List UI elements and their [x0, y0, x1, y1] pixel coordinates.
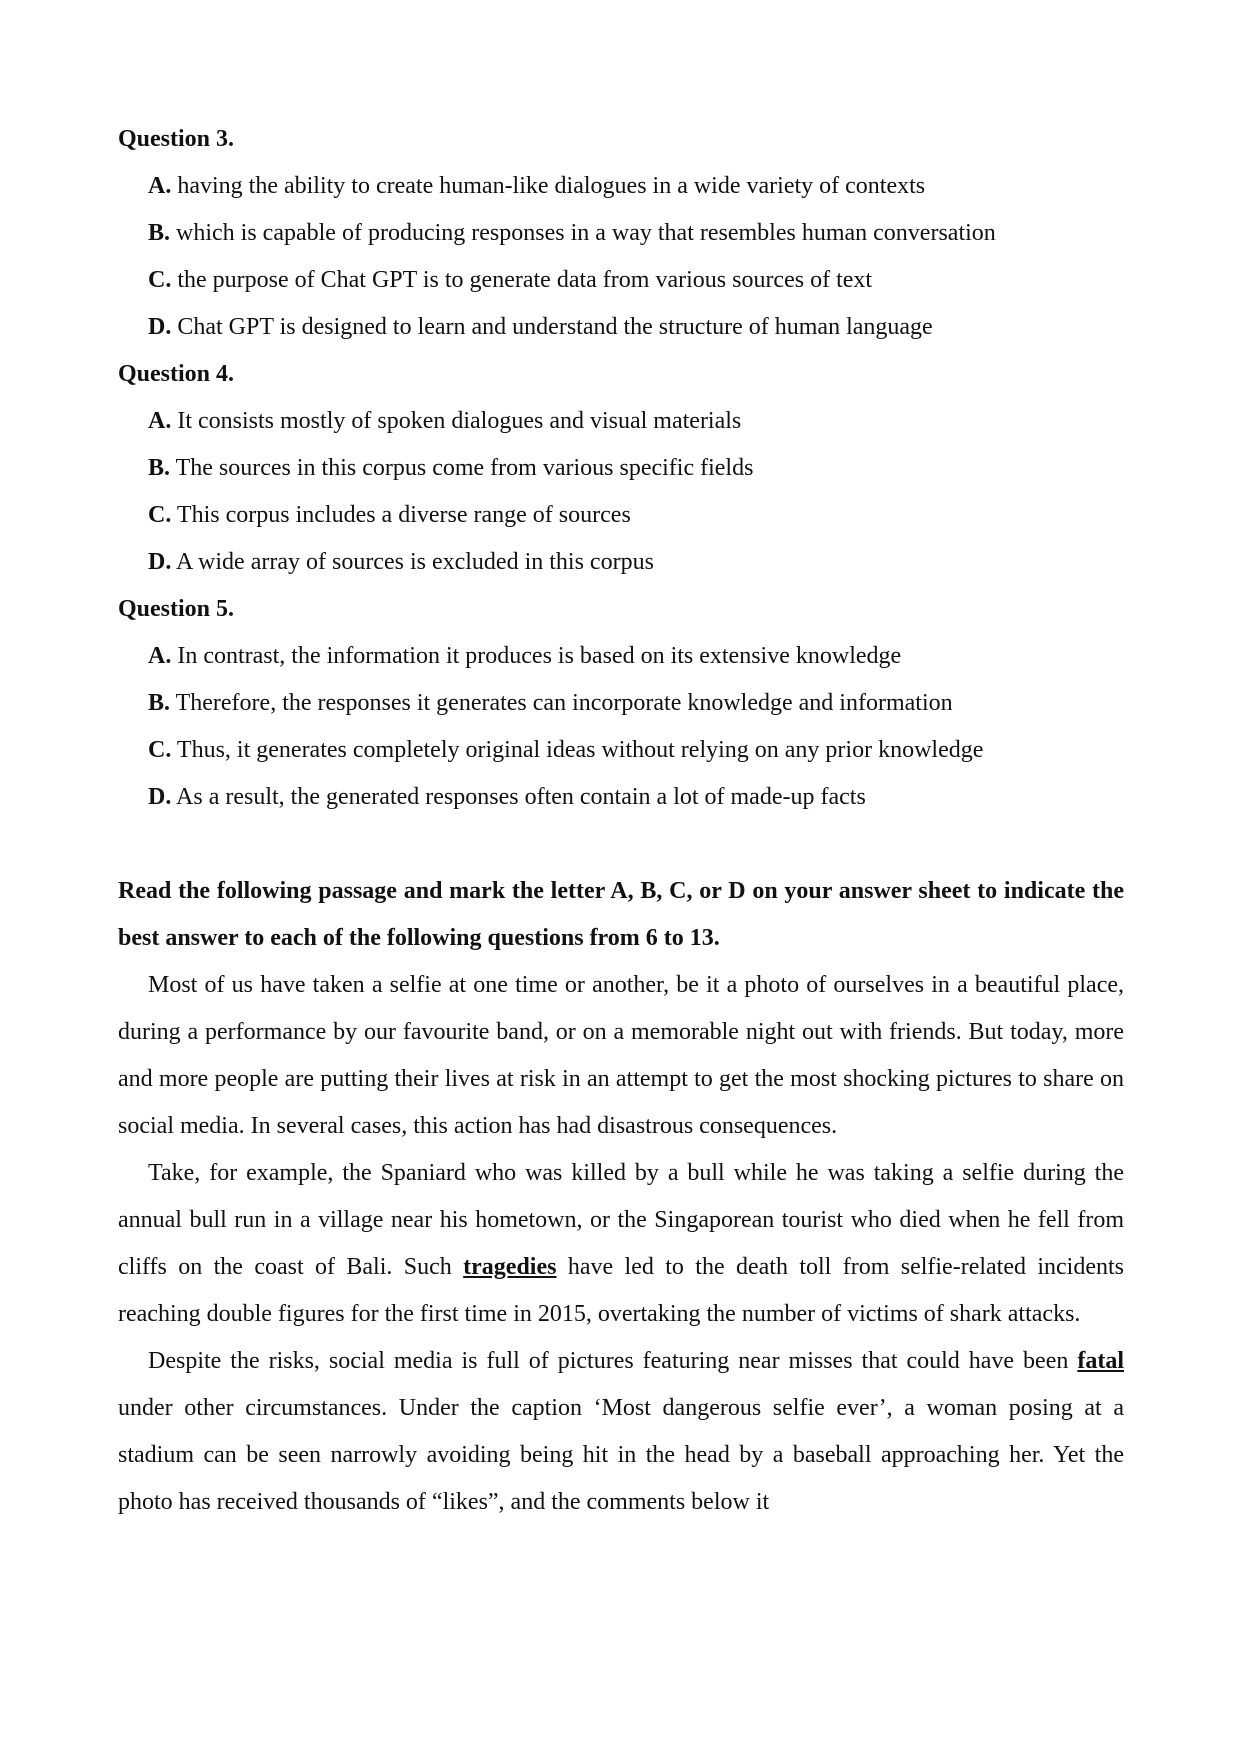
- question-3-option-d: [118, 304, 1124, 351]
- option-text: having the ability to create human-like dialogues in a wide variety of contexts: [177, 173, 926, 199]
- question-4-option-b: [118, 445, 1124, 492]
- option-letter: B.: [148, 455, 171, 481]
- option-letter: C.: [148, 737, 172, 763]
- option-letter: D.: [148, 784, 172, 810]
- question-3-heading: Question 3.: [118, 126, 235, 152]
- question-4-option-d: [118, 539, 1124, 586]
- option-letter: A.: [148, 173, 172, 199]
- question-4-option-a: [118, 398, 1124, 445]
- paragraph-text: Despite the risks, social media is full of pictures featuring near misses that could have been: [148, 1348, 1078, 1374]
- option-letter: B.: [148, 690, 171, 716]
- question-5-option-d: [118, 774, 1124, 821]
- question-3-option-b: [118, 210, 1124, 257]
- option-letter: A.: [148, 643, 172, 669]
- option-text: the purpose of Chat GPT is to generate data from various sources of text: [177, 267, 873, 293]
- paragraph-text: under other circumstances. Under the caption ‘Most dangerous selfie ever’, a woman posing at a stadium can be seen narrowly avoiding being hit in the head by a baseball approaching her. Yet the photo has received thousands of “likes”, and the comments below it: [118, 1395, 1124, 1515]
- option-letter: C.: [148, 267, 172, 293]
- paragraph-text: have led to the death toll from selfie-related incidents reaching double figures for the first time in 2015, overtaking the number of victims of shark attacks.: [118, 1254, 1125, 1327]
- option-text: As a result, the generated responses often contain a lot of made-up facts: [176, 784, 866, 810]
- paragraph-text: Take, for example, the Spaniard who was killed by a bull while he was taking a selfie during the annual bull run in a village near his hometown, or the Singaporean tourist who died when he fell from cliffs on the coast of Bali. Such: [118, 1160, 1124, 1280]
- option-letter: D.: [148, 549, 172, 575]
- highlighted-word-fatal: fatal: [1077, 1348, 1124, 1374]
- question-4-heading: Question 4.: [118, 361, 235, 387]
- option-text: Therefore, the responses it generates can incorporate knowledge and information: [175, 690, 953, 716]
- option-letter: D.: [148, 314, 172, 340]
- option-letter: A.: [148, 408, 172, 434]
- option-text: which is capable of producing responses in a way that resembles human conversation: [176, 220, 996, 246]
- question-3-option-a: [118, 163, 1124, 210]
- section-spacer: [118, 821, 1124, 868]
- document-page: [118, 116, 1124, 1526]
- option-text: This corpus includes a diverse range of sources: [176, 502, 631, 528]
- question-5-heading: Question 5.: [118, 596, 235, 622]
- option-text: Chat GPT is designed to learn and understand the structure of human language: [177, 314, 933, 340]
- question-5-option-b: [118, 680, 1124, 727]
- option-text: In contrast, the information it produces is based on its extensive knowledge: [177, 643, 902, 669]
- option-letter: C.: [148, 502, 172, 528]
- option-letter: B.: [148, 220, 171, 246]
- question-5-option-c: [118, 727, 1124, 774]
- option-text: It consists mostly of spoken dialogues and visual materials: [177, 408, 742, 434]
- passage-paragraph-3: [118, 1338, 1124, 1526]
- question-5-option-a: [118, 633, 1124, 680]
- option-text: A wide array of sources is excluded in this corpus: [176, 549, 654, 575]
- question-3-option-c: [118, 257, 1124, 304]
- option-text: Thus, it generates completely original ideas without relying on any prior knowledge: [176, 737, 984, 763]
- passage-paragraph-2: [118, 1150, 1124, 1338]
- highlighted-word-tragedies: tragedies: [463, 1254, 557, 1280]
- passage-paragraph-1: Most of us have taken a selfie at one time or another, be it a photo of ourselves in a beautiful place, during a performance by our favourite band, or on a memorable night out with friends. But today, more and more people are putting their lives at risk in an attempt to get the most shocking pictures to share on social media. In several cases, this action has had disastrous consequences.: [118, 972, 1124, 1139]
- question-4-option-c: [118, 492, 1124, 539]
- reading-instruction: Read the following passage and mark the letter A, B, C, or D on your answer sheet to indicate the best answer to each of the following questions from 6 to 13.: [118, 878, 1124, 951]
- option-text: The sources in this corpus come from various specific fields: [175, 455, 754, 481]
